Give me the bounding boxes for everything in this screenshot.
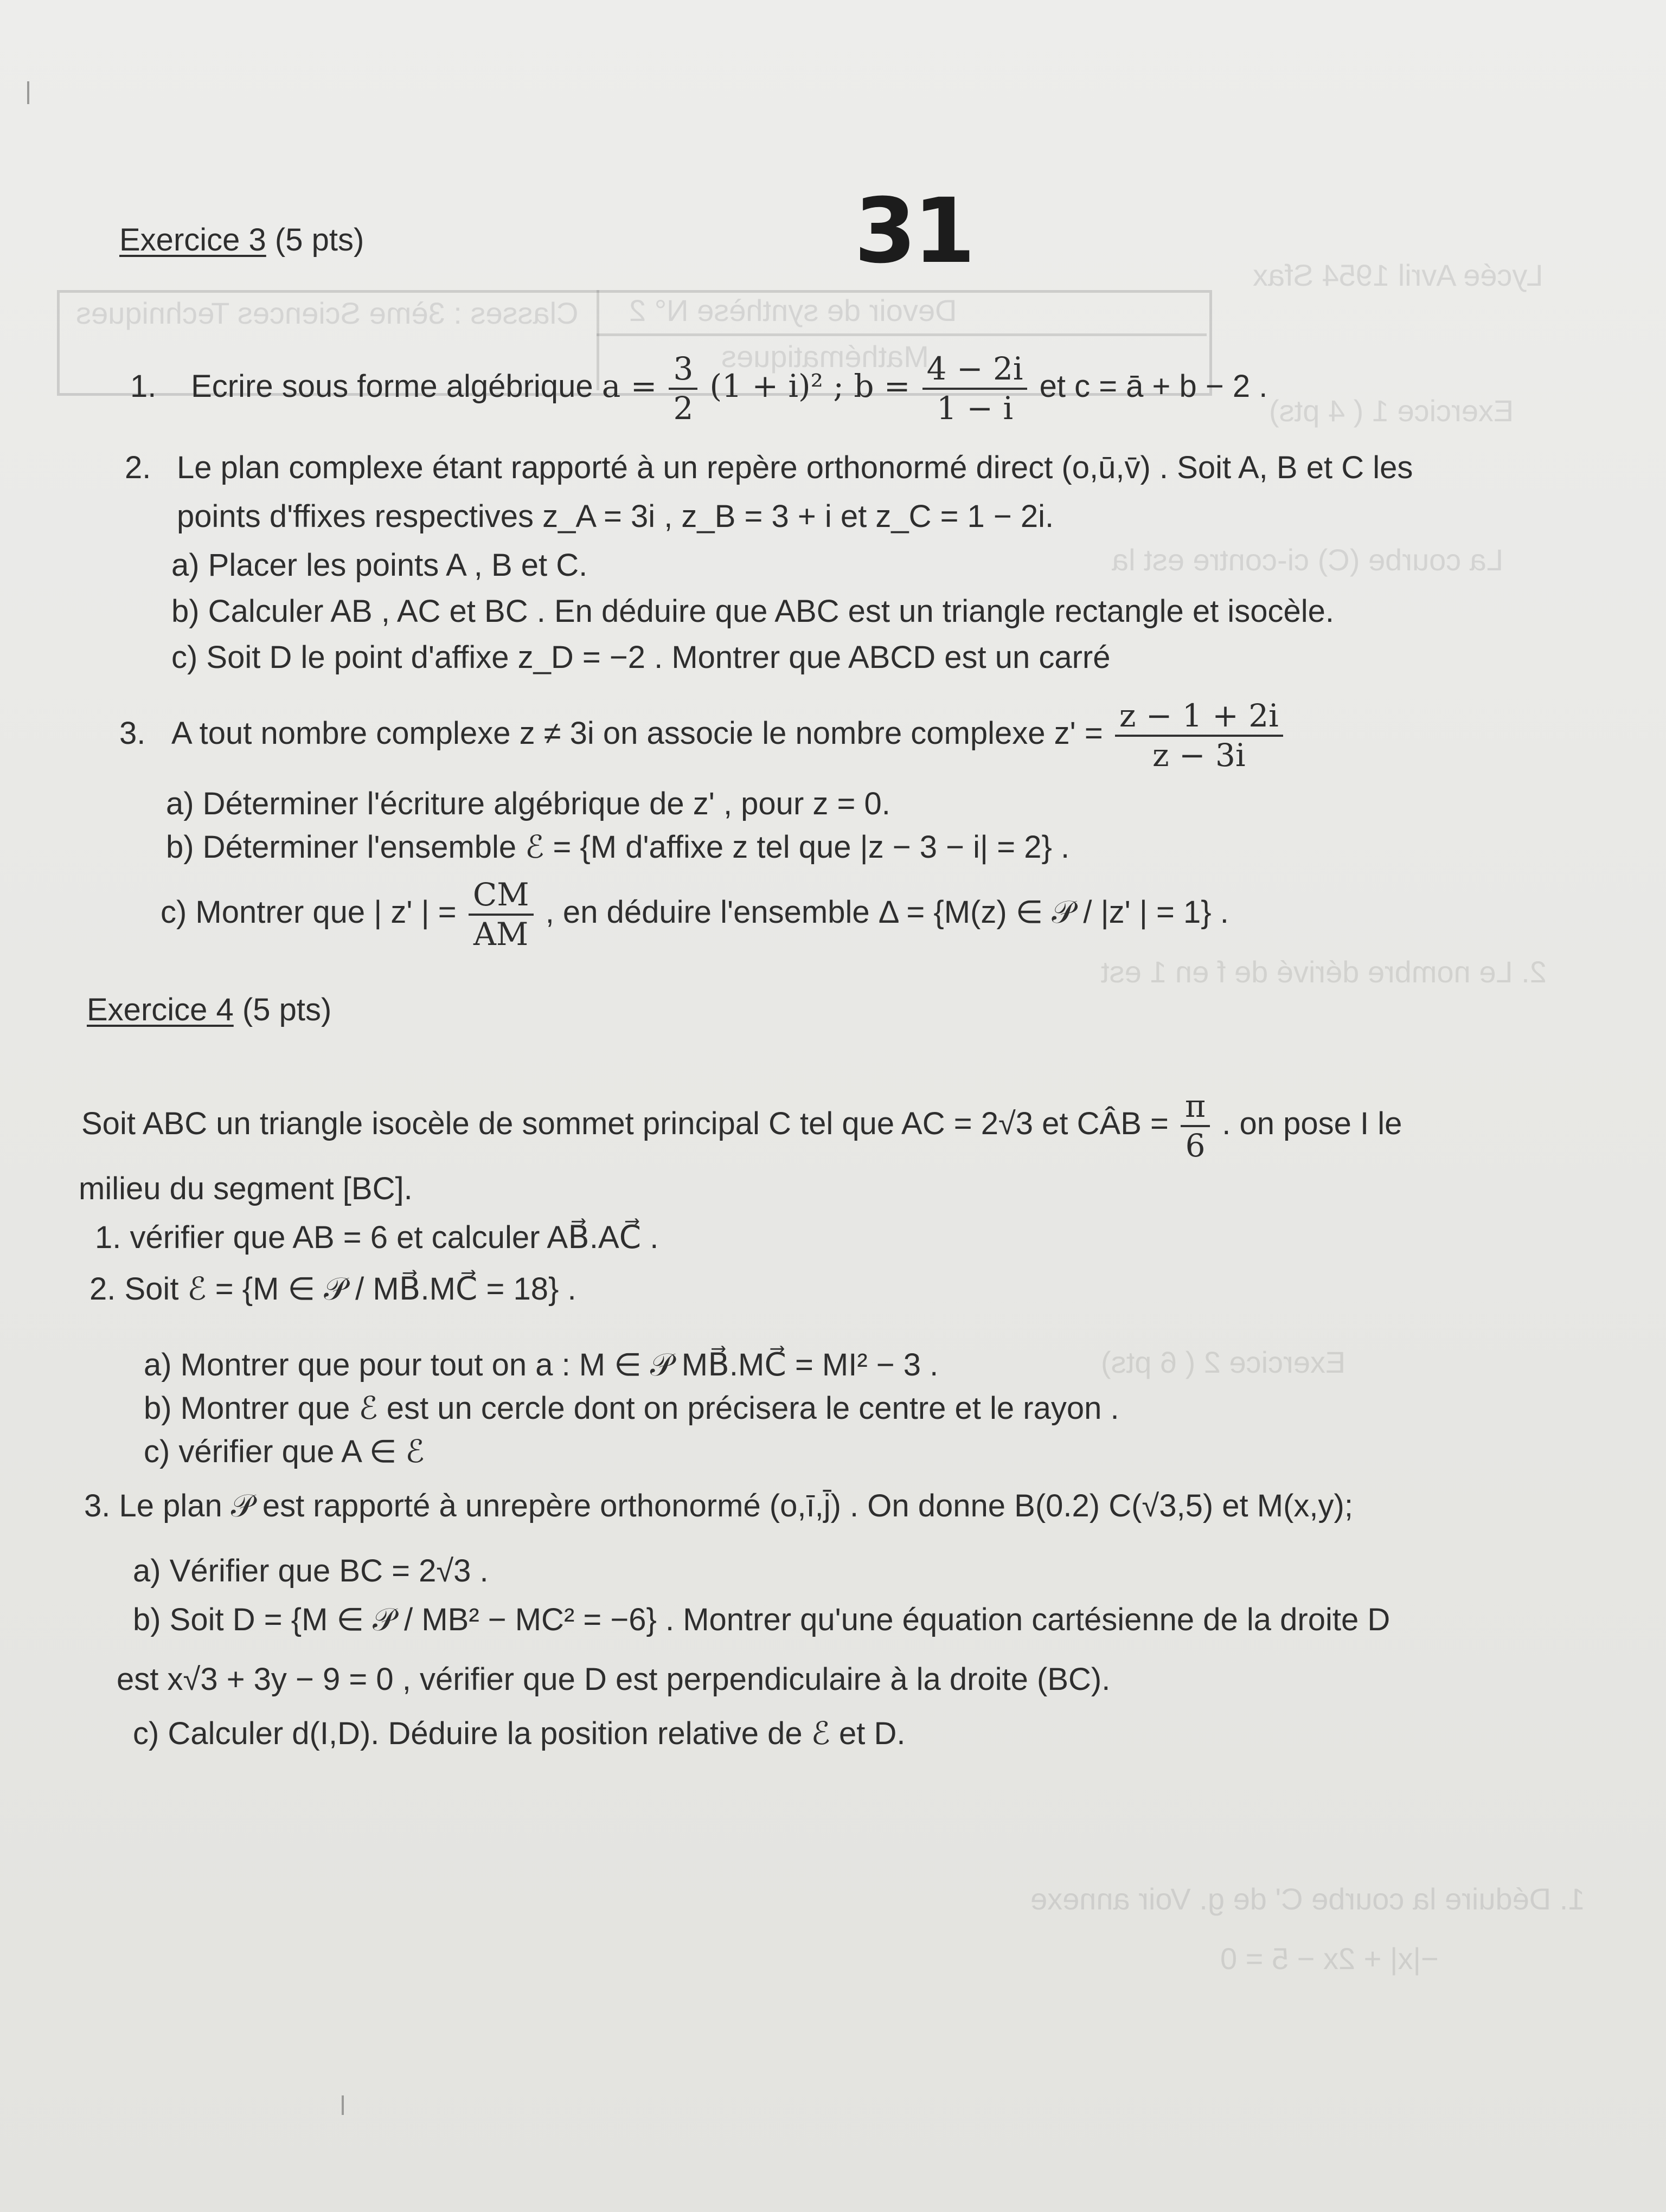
fraction-denominator: z − 3i bbox=[1152, 736, 1246, 774]
fraction-numerator: CM bbox=[469, 878, 534, 916]
ex4-question-3b-line1: b) Soit D = {M ∈ 𝒫 / MB² − MC² = −6} . Montrer qu'une équation cartésienne de la droite D bbox=[133, 1602, 1391, 1637]
ghost-text: Exercice 1 ( 4 pts) bbox=[1269, 394, 1514, 428]
fraction-cm-am bbox=[469, 878, 534, 951]
fraction-pi-over-6 bbox=[1181, 1090, 1210, 1162]
ex4-question-1: 1. vérifier que AB = 6 et calculer AB⃗.AC⃗ . bbox=[95, 1220, 659, 1255]
ex4-intro-line2: milieu du segment [BC]. bbox=[79, 1171, 413, 1206]
ex3-question-2-line2: points d'ffixes respectives z_A = 3i , z_B = 3 + i et z_C = 1 − 2i. bbox=[177, 499, 1054, 534]
exercise-3-points: (5 pts) bbox=[274, 222, 364, 258]
ex4-question-3: 3. Le plan 𝒫 est rapporté à unrepère orthonormé (o,ī,j̄) . On donne B(0.2) C(√3,5) et M(x,y); bbox=[84, 1488, 1353, 1523]
fraction-b bbox=[922, 352, 1028, 425]
intro-text-end: . on pose I le bbox=[1222, 1106, 1402, 1142]
ex4-question-3a: a) Vérifier que BC = 2√3 . bbox=[133, 1553, 489, 1589]
ghost-text: La courbe (C) ci-contre est la bbox=[1112, 543, 1504, 577]
exercise-3-heading bbox=[119, 222, 364, 259]
ghost-text: Exercice 2 ( 6 pts) bbox=[1101, 1345, 1346, 1379]
ex3-question-2a: a) Placer les points A , B et C. bbox=[171, 548, 588, 583]
ex3-question-3c bbox=[161, 878, 1229, 951]
ex4-question-2c: c) vérifier que A ∈ ℰ bbox=[144, 1434, 425, 1469]
question-text: Le plan complexe étant rapporté à un repère orthonormé direct (o,ū,v̄) . Soit A, B et C les bbox=[177, 450, 1413, 485]
ex3-question-2-line1 bbox=[125, 450, 1413, 486]
ex4-question-2: 2. Soit ℰ = {M ∈ 𝒫 / MB⃗.MC⃗ = 18} . bbox=[89, 1271, 576, 1307]
exercise-4-title: Exercice 4 bbox=[87, 992, 234, 1027]
ex4-question-3b-line2: est x√3 + 3y − 9 = 0 , vérifier que D est perpendiculaire à la droite (BC). bbox=[117, 1662, 1111, 1697]
fraction-z-prime bbox=[1115, 699, 1283, 772]
ex3-question-1 bbox=[130, 352, 1267, 425]
ex4-question-2b: b) Montrer que ℰ est un cercle dont on précisera le centre et le rayon . bbox=[144, 1391, 1119, 1426]
paper-mark bbox=[342, 2095, 344, 2115]
fraction-numerator: z − 1 + 2i bbox=[1115, 699, 1283, 737]
fraction-denominator: 1 − i bbox=[937, 389, 1014, 427]
exercise-4-points: (5 pts) bbox=[242, 992, 332, 1027]
ghost-text: −|x| + 2x − 5 = 0 bbox=[1220, 1941, 1439, 1976]
paper-mark bbox=[27, 81, 29, 104]
c-definition: et c = ā + b − 2 . bbox=[1039, 369, 1268, 404]
ghost-text: Devoir de synthèse N° 2 bbox=[629, 293, 957, 327]
question-number: 2. bbox=[125, 450, 151, 485]
fraction-numerator: π bbox=[1181, 1090, 1210, 1127]
exercise-3-title: Exercice 3 bbox=[119, 222, 266, 258]
ex3-question-2b: b) Calculer AB , AC et BC . En déduire que ABC est un triangle rectangle et isocèle. bbox=[171, 594, 1334, 629]
exercise-4-heading bbox=[87, 992, 331, 1028]
fraction-numerator: 3 bbox=[669, 352, 697, 390]
ex4-intro-line1 bbox=[81, 1090, 1402, 1162]
ex4-question-2a: a) Montrer que pour tout on a : M ∈ 𝒫 MB⃗.MC⃗ = MI² − 3 . bbox=[144, 1347, 939, 1382]
handwritten-page-number: 31 bbox=[854, 179, 972, 283]
question-number: 1. bbox=[130, 369, 157, 404]
ghost-text: 2. Le nombre dérivé de f en 1 est bbox=[1101, 955, 1547, 989]
question-text: c) Montrer que | z' | = bbox=[161, 895, 457, 930]
fraction-denominator: 6 bbox=[1185, 1127, 1206, 1164]
ex3-question-3b: b) Déterminer l'ensemble ℰ = {M d'affixe z tel que |z − 3 − i| = 2} . bbox=[166, 829, 1070, 865]
question-text: A tout nombre complexe z ≠ 3i on associe le nombre complexe z' = bbox=[171, 716, 1103, 751]
fraction-denominator: 2 bbox=[673, 389, 694, 427]
fraction-numerator: 4 − 2i bbox=[922, 352, 1028, 390]
a-lhs: a = bbox=[601, 368, 657, 405]
question-number: 3. bbox=[119, 716, 146, 751]
intro-text: Soit ABC un triangle isocèle de sommet principal C tel que AC = 2√3 et CÂB = bbox=[81, 1106, 1169, 1142]
ex3-question-3a: a) Déterminer l'écriture algébrique de z' , pour z = 0. bbox=[166, 786, 890, 821]
ghost-text: 1. Déduire la courbe C' de g. Voir annexe bbox=[1030, 1882, 1585, 1916]
question-text: Ecrire sous forme algébrique bbox=[191, 369, 593, 404]
fraction-denominator: AM bbox=[473, 915, 529, 953]
ghost-header-divider bbox=[597, 333, 1207, 336]
ex3-question-2c: c) Soit D le point d'affixe z_D = −2 . Montrer que ABCD est un carré bbox=[171, 640, 1111, 675]
ex4-question-3c: c) Calculer d(I,D). Déduire la position relative de ℰ et D. bbox=[133, 1716, 906, 1751]
a-rest: (1 + i)² ; b = bbox=[709, 368, 911, 405]
ghost-text: Mathématiques bbox=[721, 339, 929, 374]
fraction-3-over-2 bbox=[669, 352, 697, 425]
ghost-text: Classes : 3ème Sciences Techniques bbox=[76, 296, 579, 330]
ghost-text: Lycée Avril 1954 Sfax bbox=[1253, 258, 1543, 292]
ex3-question-3 bbox=[119, 699, 1286, 772]
question-text-end: , en déduire l'ensemble Δ = {M(z) ∈ 𝒫 / |z' | = 1} . bbox=[545, 895, 1229, 930]
